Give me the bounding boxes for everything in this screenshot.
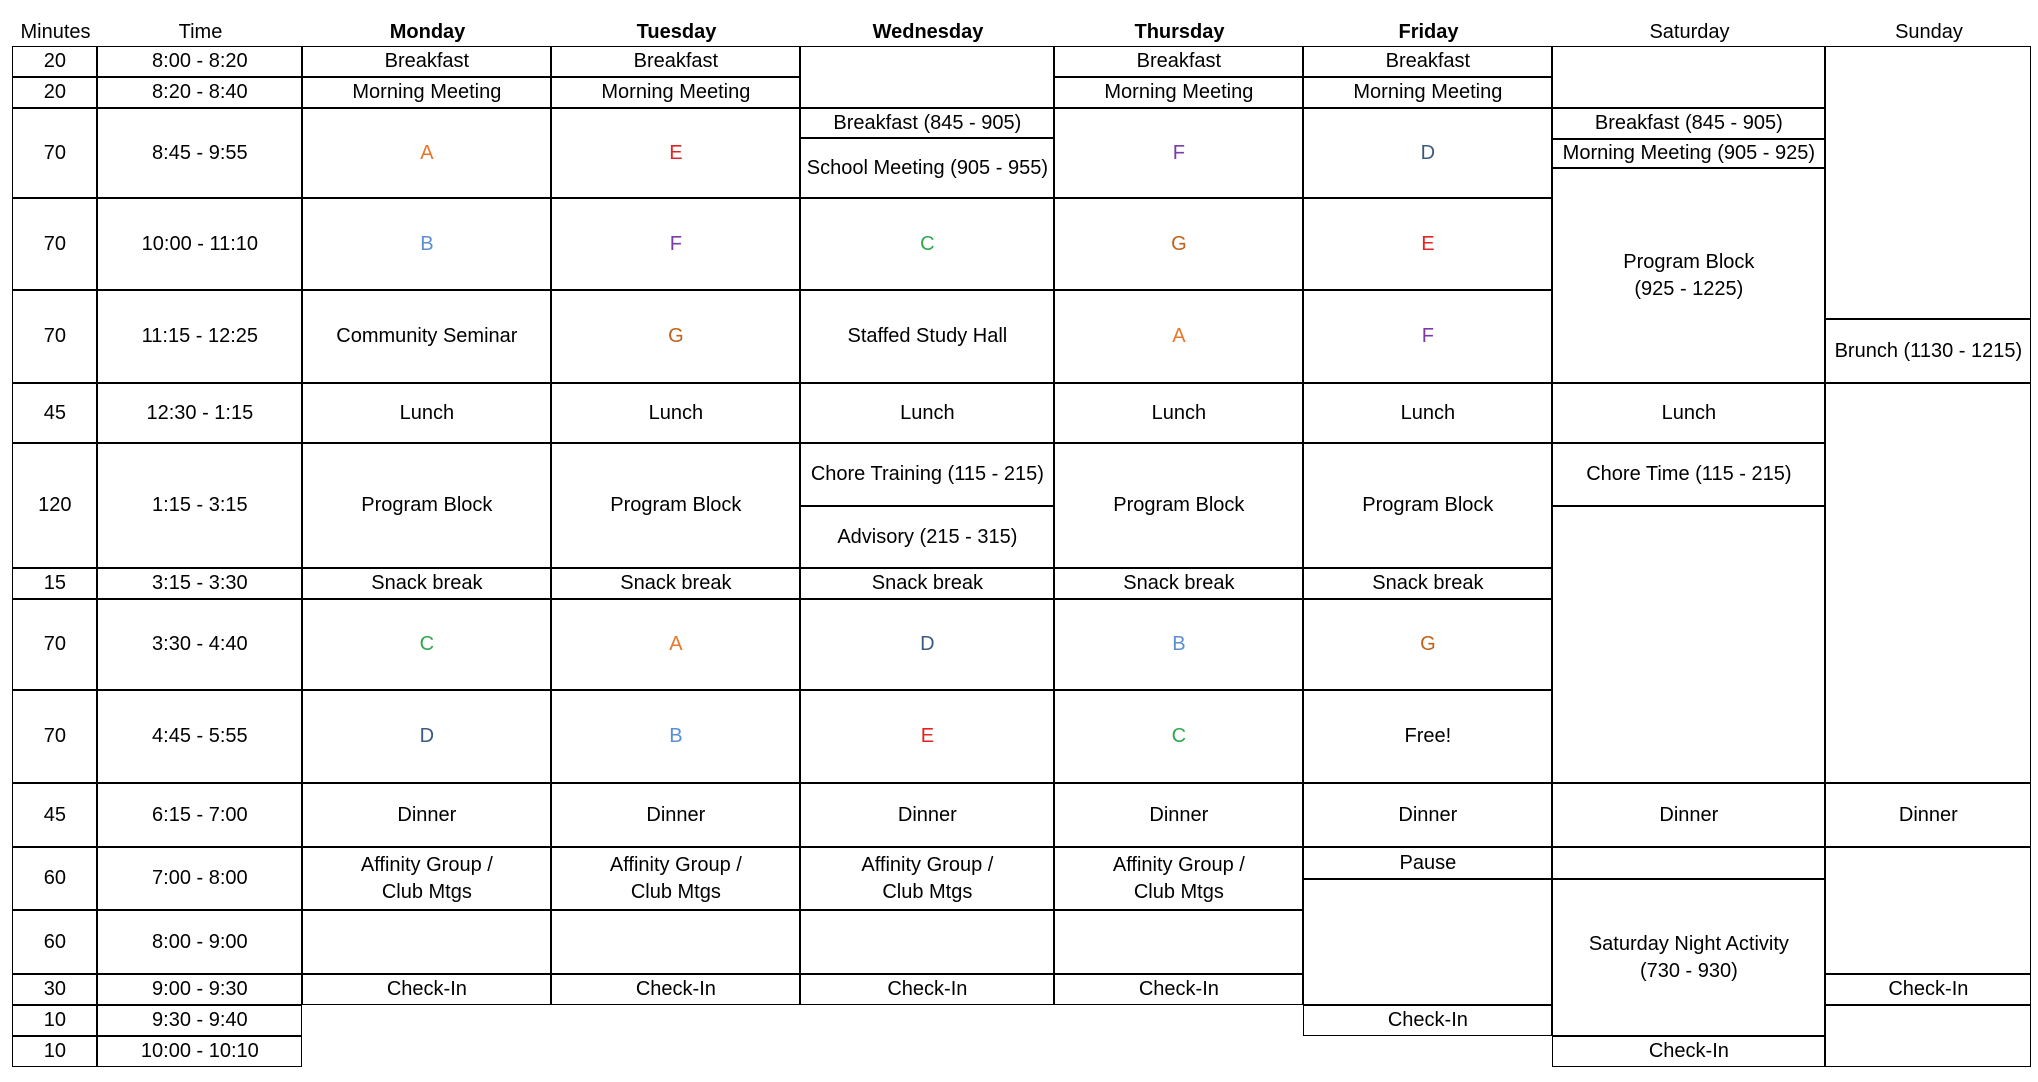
wednesday-slot (800, 568, 1054, 599)
activity-label: Advisory (215 - 315) (837, 525, 1018, 548)
time-cell (97, 77, 302, 108)
monday-slot (302, 46, 551, 77)
activity-label: Lunch (1400, 401, 1456, 424)
activity-label: Check-In (386, 978, 467, 1001)
minutes-cell (12, 290, 97, 383)
minutes-text: 10 (43, 1040, 66, 1063)
saturday-slot (1552, 108, 1825, 139)
time-cell (97, 974, 302, 1005)
class-block-label: E (920, 725, 935, 748)
activity-label: Check-In (635, 978, 716, 1001)
wednesday-slot (800, 690, 1054, 783)
tuesday-slot (551, 599, 800, 690)
activity-label: Program Block (1362, 494, 1494, 517)
activity-label: Dinner (1398, 803, 1458, 826)
sunday-slot (1825, 974, 2031, 1005)
activity-label: Saturday Night Activity (730 - 930) (1588, 932, 1789, 982)
minutes-cell (12, 847, 97, 910)
thursday-slot (1054, 974, 1303, 1005)
class-block-label: D (419, 725, 435, 748)
activity-label: Dinner (646, 803, 706, 826)
time-cell (97, 910, 302, 974)
time-cell (97, 690, 302, 783)
thursday-slot (1054, 599, 1303, 690)
class-block-label: F (669, 232, 682, 255)
activity-label: Lunch (399, 401, 455, 424)
activity-label: Program Block (925 - 1225) (1623, 250, 1755, 300)
minutes-text: 45 (43, 401, 66, 424)
activity-label: Dinner (1149, 803, 1209, 826)
activity-label: Snack break (871, 572, 983, 595)
monday-slot (302, 690, 551, 783)
minutes-cell (12, 77, 97, 108)
minutes-text: 70 (43, 725, 66, 748)
class-block-label: D (920, 633, 935, 656)
minutes-cell (12, 783, 97, 847)
friday-slot (1303, 599, 1552, 690)
friday-slot (1303, 290, 1552, 383)
tuesday-slot (551, 974, 800, 1005)
minutes-cell (12, 1005, 97, 1036)
class-block-label: B (420, 232, 434, 255)
monday-slot (302, 974, 551, 1005)
minutes-text: 60 (43, 867, 66, 890)
minutes-cell (12, 46, 97, 77)
class-block-label: A (669, 633, 683, 656)
time-cell (97, 108, 302, 198)
monday-slot (302, 108, 551, 198)
wednesday-slot (800, 506, 1054, 568)
activity-label: Check-In (1648, 1040, 1729, 1063)
class-block-label: C (1171, 725, 1187, 748)
minutes-cell (12, 974, 97, 1005)
tuesday-slot (551, 290, 800, 383)
time-text: 6:15 - 7:00 (152, 803, 248, 826)
activity-label: Chore Time (115 - 215) (1586, 463, 1792, 486)
header-tuesday: Tuesday (636, 20, 717, 43)
minutes-cell (12, 599, 97, 690)
sunday-slot (1825, 46, 2031, 319)
wednesday-slot (800, 108, 1054, 138)
activity-label: Morning Meeting (905 - 925) (1562, 142, 1816, 165)
minutes-text: 30 (43, 978, 66, 1001)
activity-label: Affinity Group / Club Mtgs (609, 853, 742, 903)
activity-label: Check-In (1888, 978, 1969, 1001)
sunday-slot (1825, 1005, 2031, 1067)
tuesday-slot (551, 783, 800, 847)
class-block-label: B (669, 725, 683, 748)
time-cell (97, 198, 302, 290)
time-text: 8:00 - 9:00 (152, 930, 248, 953)
wednesday-slot (800, 46, 1054, 108)
class-block-label: E (669, 141, 683, 164)
minutes-cell (12, 690, 97, 783)
tuesday-slot (551, 690, 800, 783)
tuesday-slot (551, 108, 800, 198)
activity-label: Lunch (648, 401, 704, 424)
time-text: 10:00 - 10:10 (140, 1040, 259, 1063)
wednesday-slot (800, 138, 1054, 198)
activity-label: Lunch (900, 401, 955, 424)
activity-label: Affinity Group / Club Mtgs (861, 853, 994, 903)
time-cell (97, 599, 302, 690)
activity-label: Community Seminar (336, 325, 518, 348)
class-block-label: A (1172, 325, 1186, 348)
time-text: 12:30 - 1:15 (146, 401, 254, 424)
wednesday-slot (800, 847, 1054, 910)
monday-slot (302, 910, 551, 974)
tuesday-slot (551, 910, 800, 974)
activity-label: Breakfast (845 - 905) (833, 111, 1022, 134)
sunday-slot (1825, 783, 2031, 847)
monday-slot (302, 77, 551, 108)
activity-label: Check-In (887, 978, 968, 1001)
saturday-slot (1552, 879, 1825, 1036)
minutes-cell (12, 910, 97, 974)
thursday-slot (1054, 847, 1303, 910)
sunday-slot (1825, 319, 2031, 383)
monday-slot (302, 383, 551, 443)
tuesday-slot (551, 443, 800, 568)
class-block-label: G (668, 325, 684, 348)
time-text: 1:15 - 3:15 (152, 494, 248, 517)
class-block-label: C (419, 633, 435, 656)
time-text: 9:00 - 9:30 (152, 978, 248, 1001)
friday-slot (1303, 690, 1552, 783)
time-cell (97, 1005, 302, 1036)
activity-label: Morning Meeting (1353, 81, 1503, 104)
time-text: 8:45 - 9:55 (152, 141, 248, 164)
activity-label: Snack break (620, 572, 732, 595)
tuesday-slot (551, 847, 800, 910)
header-monday: Monday (389, 20, 466, 43)
tuesday-slot (551, 46, 800, 77)
friday-slot (1303, 198, 1552, 290)
friday-slot (1303, 383, 1552, 443)
monday-slot (302, 443, 551, 568)
thursday-slot (1054, 568, 1303, 599)
thursday-slot (1054, 77, 1303, 108)
activity-label: Snack break (371, 572, 483, 595)
thursday-slot (1054, 443, 1303, 568)
time-cell (97, 46, 302, 77)
minutes-text: 70 (43, 141, 66, 164)
friday-slot (1303, 783, 1552, 847)
activity-label: Dinner (397, 803, 457, 826)
activity-label: Breakfast (845 - 905) (1594, 112, 1783, 135)
thursday-slot (1054, 290, 1303, 383)
minutes-cell (12, 443, 97, 568)
time-text: 7:00 - 8:00 (152, 867, 248, 890)
wednesday-slot (800, 599, 1054, 690)
activity-label: Morning Meeting (352, 81, 502, 104)
header-minutes: Minutes (20, 20, 91, 43)
time-cell (97, 1036, 302, 1067)
monday-slot (302, 198, 551, 290)
monday-slot (302, 847, 551, 910)
activity-label: Check-In (1138, 978, 1219, 1001)
time-text: 3:15 - 3:30 (152, 572, 248, 595)
wednesday-slot (800, 443, 1054, 506)
thursday-slot (1054, 46, 1303, 77)
friday-slot (1303, 108, 1552, 198)
friday-slot (1303, 1005, 1552, 1036)
wednesday-slot (800, 383, 1054, 443)
minutes-text: 20 (43, 50, 66, 73)
time-cell (97, 383, 302, 443)
time-text: 8:00 - 8:20 (152, 50, 248, 73)
activity-label: Breakfast (1136, 50, 1222, 73)
minutes-text: 70 (43, 325, 66, 348)
time-cell (97, 290, 302, 383)
monday-slot (302, 568, 551, 599)
minutes-text: 10 (43, 1009, 66, 1032)
saturday-slot (1552, 847, 1825, 879)
activity-label: Lunch (1151, 401, 1207, 424)
thursday-slot (1054, 910, 1303, 974)
time-text: 10:00 - 11:10 (141, 232, 259, 255)
minutes-text: 60 (43, 930, 66, 953)
minutes-cell (12, 108, 97, 198)
friday-slot (1303, 77, 1552, 108)
header-saturday: Saturday (1649, 20, 1730, 43)
class-block-label: F (1172, 141, 1185, 164)
time-text: 3:30 - 4:40 (152, 633, 248, 656)
wednesday-slot (800, 198, 1054, 290)
activity-label: Pause (1399, 851, 1457, 874)
tuesday-slot (551, 568, 800, 599)
saturday-slot (1552, 46, 1825, 108)
activity-label: Snack break (1123, 572, 1235, 595)
time-cell (97, 443, 302, 568)
thursday-slot (1054, 783, 1303, 847)
friday-slot (1303, 847, 1552, 879)
time-text: 4:45 - 5:55 (152, 725, 248, 748)
minutes-cell (12, 568, 97, 599)
class-block-label: G (1420, 633, 1436, 656)
time-cell (97, 783, 302, 847)
activity-label: Morning Meeting (1104, 81, 1254, 104)
header-friday: Friday (1398, 20, 1459, 43)
time-text: 8:20 - 8:40 (152, 81, 248, 104)
activity-label: Dinner (897, 803, 957, 826)
minutes-cell (12, 383, 97, 443)
tuesday-slot (551, 77, 800, 108)
activity-label: Program Block (610, 494, 742, 517)
class-block-label: E (1421, 232, 1435, 255)
sunday-slot (1825, 847, 2031, 974)
activity-label: Program Block (361, 494, 493, 517)
activity-label: Lunch (1661, 401, 1717, 424)
thursday-slot (1054, 690, 1303, 783)
header-thursday: Thursday (1134, 20, 1225, 43)
activity-label: Morning Meeting (601, 81, 751, 104)
minutes-text: 70 (43, 232, 66, 255)
sunday-slot (1825, 383, 2031, 783)
thursday-slot (1054, 198, 1303, 290)
class-block-label: C (920, 232, 935, 255)
minutes-text: 45 (43, 803, 66, 826)
activity-label: Breakfast (384, 50, 470, 73)
friday-slot (1303, 879, 1552, 1005)
saturday-slot (1552, 443, 1825, 506)
saturday-slot (1552, 1036, 1825, 1067)
class-block-label: G (1171, 232, 1187, 255)
wednesday-slot (800, 783, 1054, 847)
time-text: 11:15 - 12:25 (141, 325, 259, 348)
minutes-text: 15 (43, 572, 66, 595)
saturday-slot (1552, 168, 1825, 383)
activity-label: Dinner (1659, 803, 1719, 826)
activity-label: Chore Training (115 - 215) (810, 463, 1044, 486)
activity-label: Check-In (1387, 1009, 1468, 1032)
tuesday-slot (551, 383, 800, 443)
activity-label: Free! (1404, 725, 1452, 748)
minutes-cell (12, 198, 97, 290)
activity-label: Breakfast (1385, 50, 1471, 73)
saturday-slot (1552, 506, 1825, 783)
saturday-slot (1552, 383, 1825, 443)
monday-slot (302, 599, 551, 690)
activity-label: School Meeting (905 - 955) (806, 156, 1048, 179)
activity-label: Affinity Group / Club Mtgs (360, 853, 493, 903)
friday-slot (1303, 568, 1552, 599)
minutes-text: 120 (38, 494, 72, 517)
tuesday-slot (551, 198, 800, 290)
time-text: 9:30 - 9:40 (152, 1009, 248, 1032)
class-block-label: F (1421, 325, 1434, 348)
saturday-slot (1552, 139, 1825, 168)
activity-label: Program Block (1113, 494, 1245, 517)
monday-slot (302, 783, 551, 847)
time-cell (97, 847, 302, 910)
friday-slot (1303, 443, 1552, 568)
wednesday-slot (800, 910, 1054, 974)
class-block-label: D (1420, 141, 1436, 164)
wednesday-slot (800, 974, 1054, 1005)
thursday-slot (1054, 383, 1303, 443)
header-sunday: Sunday (1895, 20, 1963, 43)
friday-slot (1303, 46, 1552, 77)
activity-label: Dinner (1898, 803, 1958, 826)
activity-label: Snack break (1372, 572, 1484, 595)
activity-label: Affinity Group / Club Mtgs (1112, 853, 1245, 903)
time-cell (97, 568, 302, 599)
activity-label: Brunch (1130 - 1215) (1834, 339, 2023, 362)
thursday-slot (1054, 108, 1303, 198)
header-wednesday: Wednesday (872, 20, 984, 43)
class-block-label: B (1172, 633, 1186, 656)
saturday-slot (1552, 783, 1825, 847)
activity-label: Breakfast (633, 50, 719, 73)
activity-label: Staffed Study Hall (847, 325, 1008, 348)
wednesday-slot (800, 290, 1054, 383)
minutes-text: 20 (43, 81, 66, 104)
minutes-text: 70 (43, 633, 66, 656)
class-block-label: A (420, 141, 434, 164)
monday-slot (302, 290, 551, 383)
minutes-cell (12, 1036, 97, 1067)
header-time: Time (178, 20, 223, 43)
